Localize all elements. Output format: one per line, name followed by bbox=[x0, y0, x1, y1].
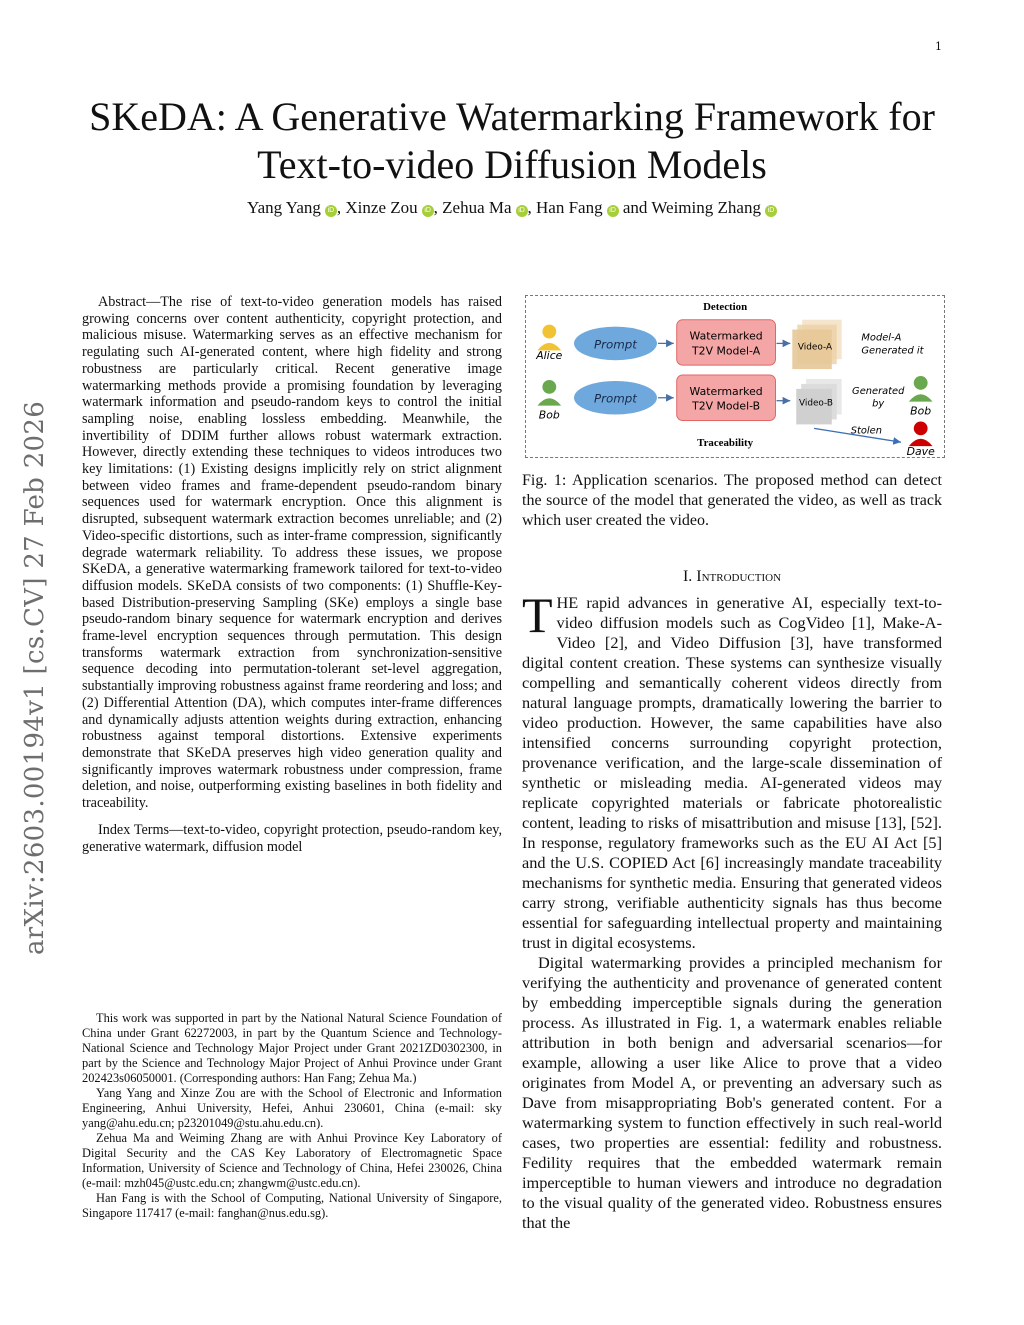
footnote-funding: This work was supported in part by the National Natural Science Foundation of China under Grant 62272003, in part by the Quantum Science and Technology-National Science and Technology Major Project under Grant 2021ZD0302300, in part by the Science and Technology Major Project of Anhui Province under Grant 202423s06050001. (Corresponding authors: Han Fang; Zehua Ma.) bbox=[82, 1011, 502, 1085]
author-separator: , bbox=[527, 198, 537, 217]
bob-right-user-icon bbox=[909, 376, 933, 402]
dave-label: Dave bbox=[906, 445, 935, 457]
stolen-label: Stolen bbox=[850, 425, 882, 437]
model-a-generated-line1: Model-A bbox=[861, 332, 902, 344]
paper-title bbox=[60, 93, 964, 189]
author-separator: , bbox=[336, 198, 346, 217]
author-name: Xinze Zou bbox=[345, 198, 418, 217]
model-a-generated-line2: Generated it bbox=[861, 345, 924, 357]
dave-user-icon bbox=[909, 421, 933, 446]
generated-by-line2: by bbox=[872, 398, 885, 410]
page-number: 1 bbox=[935, 40, 942, 53]
title-line-1: SKeDA: A Generative Watermarking Framework for bbox=[89, 94, 935, 139]
orcid-icon[interactable]: iD bbox=[325, 205, 337, 217]
footnotes bbox=[82, 1011, 502, 1221]
prompt-label-a: Prompt bbox=[594, 337, 637, 352]
index-terms: Index Terms—text-to-video, copyright protection, pseudo-random key, generative watermark, diffusion model bbox=[82, 821, 502, 855]
author-name: Han Fang bbox=[536, 198, 603, 217]
orcid-icon[interactable]: iD bbox=[607, 205, 619, 217]
author-separator: and bbox=[618, 198, 652, 217]
author-separator: , bbox=[433, 198, 443, 217]
introduction-body bbox=[522, 587, 942, 1233]
alice-label: Alice bbox=[536, 349, 563, 363]
figure-application-scenarios bbox=[525, 295, 945, 458]
intro-paragraph-1: THE rapid advances in generative AI, especially text-to-video diffusion models such as CogVideo [1], Make-A-Video [2], and Video Diffusion [3], have transformed digital content creation. These systems can synthesize visually compelling and semantically coherent videos directly from natural language prompts, dramatically lowering the barrier to video production. However, the same capabilities have also intensified concerns surrounding copyright protection, provenance verification, and the large-scale dissemination of synthetic or misleading media. AI-generated videos may replicate copyrighted materials or fabricate photorealistic content, leading to risks of misattribution and misuse [13], [52]. In response, regulatory frameworks such as the EU AI Act [5] and the U.S. COPIED Act [6] increasingly mandate traceability mechanisms for synthetic media. Ensuring that generated videos carry strong, verifiable authenticity signals has thus become essential for safeguarding intellectual property and maintaining trust in digital ecosystems. bbox=[522, 587, 942, 952]
author-name: Weiming Zhang bbox=[651, 198, 761, 217]
orcid-icon[interactable]: iD bbox=[422, 205, 434, 217]
bob-user-icon bbox=[537, 380, 561, 406]
footnote-affiliation: Zehua Ma and Weiming Zhang are with Anhui Province Key Laboratory of Digital Security and the CAS Key Laboratory of Electromagnetic Space Information, University of Science and Technology of China, Hefei 230026, China (e-mail: mzh045@ustc.edu.cn; zhangwm@ustc.edu.cn). bbox=[82, 1131, 502, 1190]
title-line-2: Text-to-video Diffusion Models bbox=[257, 142, 767, 187]
generated-by-line1: Generated bbox=[852, 385, 905, 397]
bob-right-label: Bob bbox=[910, 404, 932, 418]
model-a-line2: T2V Model-A bbox=[692, 344, 761, 358]
alice-user-icon bbox=[537, 325, 561, 351]
traceability-label: Traceability bbox=[697, 437, 754, 450]
bob-label: Bob bbox=[538, 408, 560, 422]
author-name: Zehua Ma bbox=[442, 198, 512, 217]
author-list bbox=[60, 198, 964, 218]
footnote-affiliation: Han Fang is with the School of Computing, National University of Singapore, Singapore 117417 (e-mail: fanghan@nus.edu.sg). bbox=[82, 1191, 502, 1220]
intro-paragraph-2: Digital watermarking provides a principled mechanism for verifying the authenticity and provenance of generated content by embedding imperceptible signals during the generation process. As illustrated in Fig. 1, a watermark enables reliable attribution in both benign and adversarial scenarios—for example, allowing a user like Alice to prove that a video originates from Model A, or preventing an adversary such as Dave from misappropriating Bob's generated content. For a watermarking system to function effectively in such real-world cases, two properties are essential: fedility and robustness. Fedility requires that the embedded watermark remain imperceptible to human viewers and introduce no degradation to the visual quality of the generated video. Robustness ensures that the bbox=[522, 953, 942, 1232]
dropcap: T bbox=[522, 587, 553, 643]
left-column bbox=[82, 294, 502, 855]
arxiv-stamp: arXiv:2603.00194v1 [cs.CV] 27 Feb 2026 bbox=[20, 400, 50, 955]
footnote-affiliation: Yang Yang and Xinze Zou are with the School of Electronic and Information Engineering, Anhui University, Hefei, Anhui 230601, China (e-mail: sky yang@ahu.edu.cn; p23201049@stu.ahu.edu.cn). bbox=[82, 1086, 502, 1130]
detection-label: Detection bbox=[703, 300, 748, 313]
orcid-icon[interactable]: iD bbox=[765, 205, 777, 217]
model-a-line1: Watermarked bbox=[689, 329, 763, 343]
author-name: Yang Yang bbox=[247, 198, 321, 217]
prompt-label-b: Prompt bbox=[594, 391, 637, 406]
video-b-label: Video-B bbox=[798, 398, 834, 409]
video-a-label: Video-A bbox=[797, 342, 833, 353]
model-b-line1: Watermarked bbox=[689, 384, 763, 398]
abstract: Abstract—The rise of text-to-video generation models has raised growing concerns over content authenticity, copyright protection, and malicious misuse. Watermarking serves as an effective mechanism for regulating such AI-generated content, where high fidelity and strong robustness are particularly critical. Recent generative image watermarking methods provide a promising foundation by leveraging watermark information and pseudo-random keys to control the initial sampling noise, enabling lossless embedding. Meanwhile, the invertibility of DDIM further allows robust watermark extraction. However, directly extending these techniques to videos introduces two key limitations: (1) Existing designs implicitly rely on strict alignment between video frames and frame-dependent pseudo-random binary sequences used for watermark encryption. Once this alignment is disrupted, subsequent watermark extraction becomes unreliable; and (2) Video-specific distortions, such as inter-frame compression, significantly degrade watermark reliability. To address these issues, we propose SKeDA, a generative watermarking framework tailored for text-to-video diffusion models. SKeDA consists of two components: (1) Shuffle-Key-based Distribution-preserving Sampling (SKe) employs a single base pseudo-random binary sequence for watermark encryption and derives frame-level encryption sequences through permutation. This design transforms watermark extraction from synchronization-sensitive sequence decoding into permutation-tolerant set-level aggregation, substantially improving robustness against frame reordering and loss; and (2) Differential Attention (DA), which computes inter-frame differences and dynamically adjusts attention weights during extraction, enhancing robustness against temporal distortions. Extensive experiments demonstrate that SKeDA preserves high video generation quality and significantly improves watermark robustness under compression, frame deletion, and noise, outperforming existing baselines in both fidelity and traceability. bbox=[82, 294, 502, 812]
model-b-line2: T2V Model-B bbox=[692, 399, 761, 413]
section-heading-introduction: I. Introduction bbox=[682, 568, 782, 585]
orcid-icon[interactable]: iD bbox=[516, 205, 528, 217]
figure-caption: Fig. 1: Application scenarios. The proposed method can detect the source of the model that generated the video, as well as track which user created the video. bbox=[522, 472, 942, 529]
